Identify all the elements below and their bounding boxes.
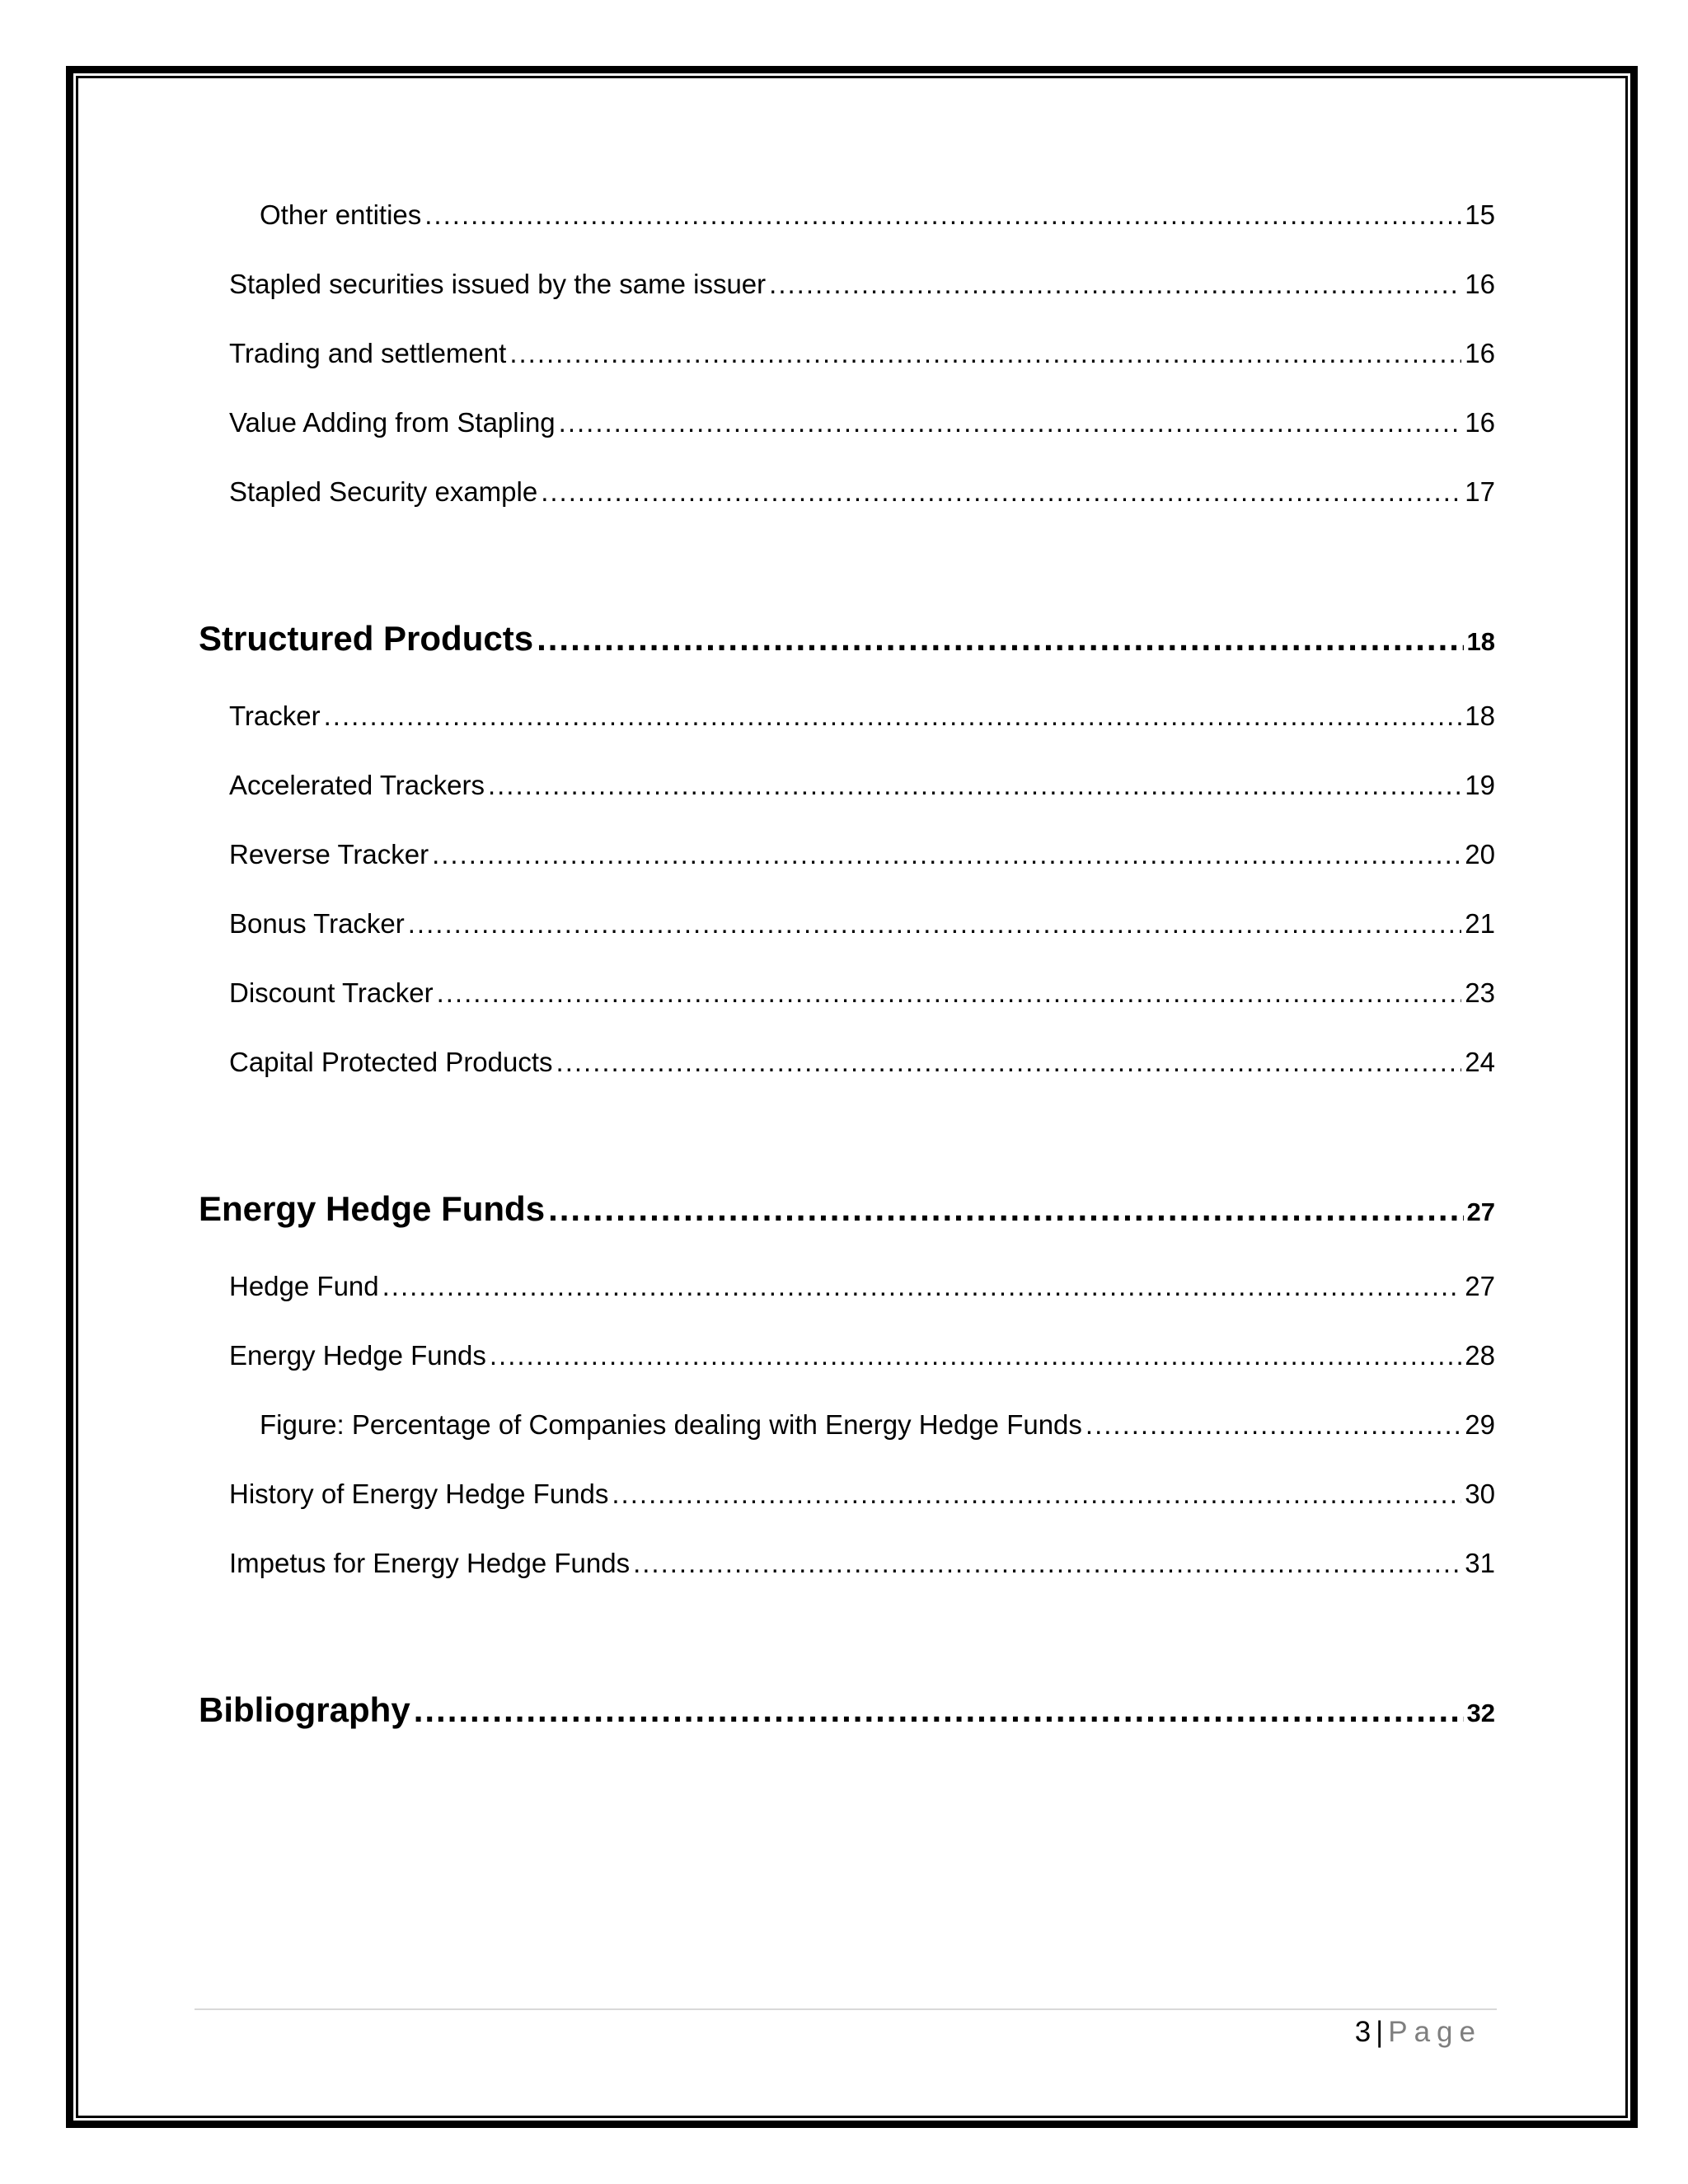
toc-entry-history-of-energy-hedge-funds[interactable] bbox=[229, 1476, 1495, 1512]
dot-leader bbox=[633, 1545, 1461, 1582]
page-footer bbox=[1355, 2013, 1482, 2052]
toc-entry-title: Stapled securities issued by the same issuer bbox=[229, 269, 767, 299]
toc-entry-page: 28 bbox=[1465, 1340, 1495, 1371]
toc-entry-reverse-tracker[interactable] bbox=[229, 837, 1495, 873]
dot-leader bbox=[509, 335, 1461, 372]
toc-entry-page: 19 bbox=[1465, 770, 1495, 800]
toc-heading-title: Structured Products bbox=[199, 619, 534, 658]
toc-entry-title: Other entities bbox=[260, 199, 422, 230]
dot-leader bbox=[424, 197, 1461, 233]
toc-entry-capital-protected-products[interactable] bbox=[229, 1044, 1495, 1080]
toc-entry-page: 27 bbox=[1465, 1271, 1495, 1301]
dot-leader bbox=[437, 975, 1462, 1011]
dot-leader bbox=[408, 906, 1462, 942]
toc-heading-page: 32 bbox=[1466, 1699, 1495, 1727]
toc-heading-bibliography[interactable] bbox=[199, 1687, 1495, 1733]
toc-entry-page: 21 bbox=[1465, 908, 1495, 939]
toc-entry-title: Trading and settlement bbox=[229, 338, 507, 368]
toc-entry-figure-percentage-companies[interactable] bbox=[260, 1407, 1495, 1443]
toc-entry-title: Impetus for Energy Hedge Funds bbox=[229, 1548, 631, 1578]
dot-leader bbox=[769, 266, 1461, 302]
toc-entry-stapled-securities-same-issuer[interactable] bbox=[229, 266, 1495, 302]
toc-entry-stapled-security-example[interactable] bbox=[229, 474, 1495, 510]
toc-entry-title: Accelerated Trackers bbox=[229, 770, 485, 800]
toc-heading-page: 18 bbox=[1466, 627, 1495, 656]
toc-entry-page: 16 bbox=[1465, 338, 1495, 368]
toc-entry-page: 31 bbox=[1465, 1548, 1495, 1578]
toc-entry-page: 18 bbox=[1465, 701, 1495, 731]
toc-entry-tracker[interactable] bbox=[229, 698, 1495, 734]
toc-entry-page: 17 bbox=[1465, 476, 1495, 507]
toc-entry-title: Value Adding from Stapling bbox=[229, 407, 556, 438]
toc-heading-energy-hedge-funds[interactable] bbox=[199, 1186, 1495, 1232]
dot-leader bbox=[382, 1268, 1462, 1305]
toc-entry-page: 30 bbox=[1465, 1479, 1495, 1509]
dot-leader bbox=[414, 1687, 1464, 1733]
page-number: 3 bbox=[1354, 2016, 1372, 2048]
toc-entry-other-entities[interactable] bbox=[260, 197, 1495, 233]
dot-leader bbox=[488, 767, 1461, 804]
toc-entry-trading-and-settlement[interactable] bbox=[229, 335, 1495, 372]
toc-entry-title: History of Energy Hedge Funds bbox=[229, 1479, 609, 1509]
toc-heading-title: Bibliography bbox=[199, 1690, 410, 1729]
page-label: Page bbox=[1388, 2016, 1482, 2048]
toc-entry-discount-tracker[interactable] bbox=[229, 975, 1495, 1011]
toc-entry-page: 20 bbox=[1465, 839, 1495, 869]
dot-leader bbox=[548, 1186, 1463, 1232]
toc-heading-structured-products[interactable] bbox=[199, 616, 1495, 662]
dot-leader bbox=[537, 616, 1463, 662]
toc-entry-page: 29 bbox=[1465, 1409, 1495, 1440]
toc-entry-hedge-fund[interactable] bbox=[229, 1268, 1495, 1305]
toc-entry-page: 16 bbox=[1465, 407, 1495, 438]
toc-entry-impetus-for-energy-hedge-funds[interactable] bbox=[229, 1545, 1495, 1582]
toc-entry-title: Capital Protected Products bbox=[229, 1047, 553, 1077]
toc-heading-page: 27 bbox=[1466, 1197, 1495, 1226]
toc-entry-title: Stapled Security example bbox=[229, 476, 538, 507]
dot-leader bbox=[432, 837, 1461, 873]
footer-separator: | bbox=[1376, 2016, 1384, 2048]
toc-entry-title: Reverse Tracker bbox=[229, 839, 429, 869]
toc-entry-title: Energy Hedge Funds bbox=[229, 1340, 486, 1371]
toc-entry-energy-hedge-funds[interactable] bbox=[229, 1338, 1495, 1374]
toc-entry-page: 16 bbox=[1465, 269, 1495, 299]
toc-entry-page: 15 bbox=[1465, 199, 1495, 230]
dot-leader bbox=[556, 1044, 1462, 1080]
toc-entry-bonus-tracker[interactable] bbox=[229, 906, 1495, 942]
toc-entry-title: Discount Tracker bbox=[229, 977, 434, 1008]
toc-entry-value-adding-from-stapling[interactable] bbox=[229, 405, 1495, 441]
footer-divider bbox=[195, 2008, 1497, 2010]
toc-entry-title: Hedge Fund bbox=[229, 1271, 379, 1301]
toc-entry-accelerated-trackers[interactable] bbox=[229, 767, 1495, 804]
dot-leader bbox=[490, 1338, 1461, 1374]
toc-entry-page: 24 bbox=[1465, 1047, 1495, 1077]
toc-entry-title: Bonus Tracker bbox=[229, 908, 405, 939]
dot-leader bbox=[1085, 1407, 1461, 1443]
toc-heading-title: Energy Hedge Funds bbox=[199, 1189, 546, 1228]
toc-entry-page: 23 bbox=[1465, 977, 1495, 1008]
toc-entry-title: Tracker bbox=[229, 701, 321, 731]
dot-leader bbox=[559, 405, 1462, 441]
dot-leader bbox=[541, 474, 1461, 510]
dot-leader bbox=[612, 1476, 1461, 1512]
dot-leader bbox=[324, 698, 1462, 734]
toc-entry-title: Figure: Percentage of Companies dealing with Energy Hedge Funds bbox=[260, 1409, 1082, 1440]
